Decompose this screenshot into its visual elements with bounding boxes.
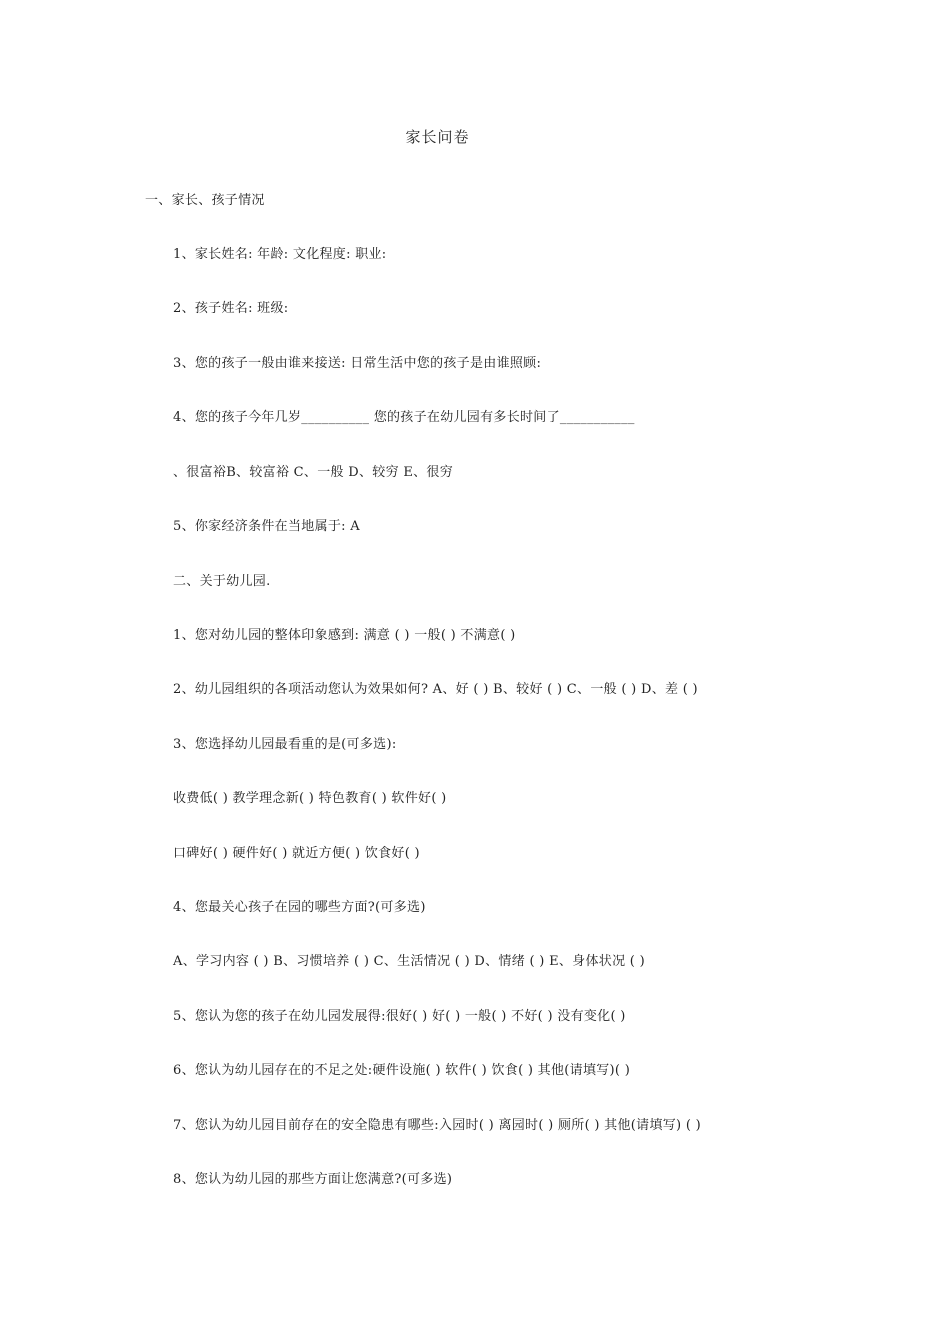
question-economy-options: 、很富裕B、较富裕 C、一般 D、较穷 E、很穷: [173, 465, 454, 480]
question-child-age: 4、您的孩子今年几岁__________ 您的孩子在幼儿园有多长时间了___________: [173, 410, 635, 425]
options-criteria-row-2: 口碑好( ) 硬件好( ) 就近方便( ) 饮食好( ): [173, 846, 420, 861]
question-parent-info: 1、家长姓名: 年龄: 文化程度: 职业:: [173, 247, 387, 262]
section-heading-parents-children: 一、家长、孩子情况: [145, 193, 265, 208]
question-child-development: 5、您认为您的孩子在幼儿园发展得:很好( ) 好( ) 一般( ) 不好( ) 没有变化( ): [173, 1009, 626, 1024]
question-selection-criteria: 3、您选择幼儿园最看重的是(可多选):: [173, 737, 397, 752]
question-shortcomings: 6、您认为幼儿园存在的不足之处:硬件设施( ) 软件( ) 饮食( ) 其他(请填写)( ): [173, 1063, 631, 1078]
question-pickup-care: 3、您的孩子一般由谁来接送: 日常生活中您的孩子是由谁照顾:: [173, 356, 542, 371]
section-heading-kindergarten: 二、关于幼儿园.: [173, 574, 271, 589]
options-concern-areas: A、学习内容 ( ) B、习惯培养 ( ) C、生活情况 ( ) D、情绪 ( ) E、身体状况 ( ): [173, 954, 645, 969]
question-child-info: 2、孩子姓名: 班级:: [173, 301, 289, 316]
question-concern-areas: 4、您最关心孩子在园的哪些方面?(可多选): [173, 900, 426, 915]
question-economy: 5、你家经济条件在当地属于: A: [173, 519, 360, 534]
question-overall-impression: 1、您对幼儿园的整体印象感到: 满意 ( ) 一般( ) 不满意( ): [173, 628, 516, 643]
document-title: 家长问卷: [405, 128, 470, 146]
question-activity-effect: 2、幼儿园组织的各项活动您认为效果如何? A、好 ( ) B、较好 ( ) C、一般 ( ) D、差 ( ): [173, 682, 698, 697]
options-criteria-row-1: 收费低( ) 教学理念新( ) 特色教育( ) 软件好( ): [173, 791, 447, 806]
question-safety-hazards: 7、您认为幼儿园目前存在的安全隐患有哪些:入园时( ) 离园时( ) 厕所( ) 其他(请填写) ( ): [173, 1118, 702, 1133]
question-satisfaction: 8、您认为幼儿园的那些方面让您满意?(可多选): [173, 1172, 453, 1187]
